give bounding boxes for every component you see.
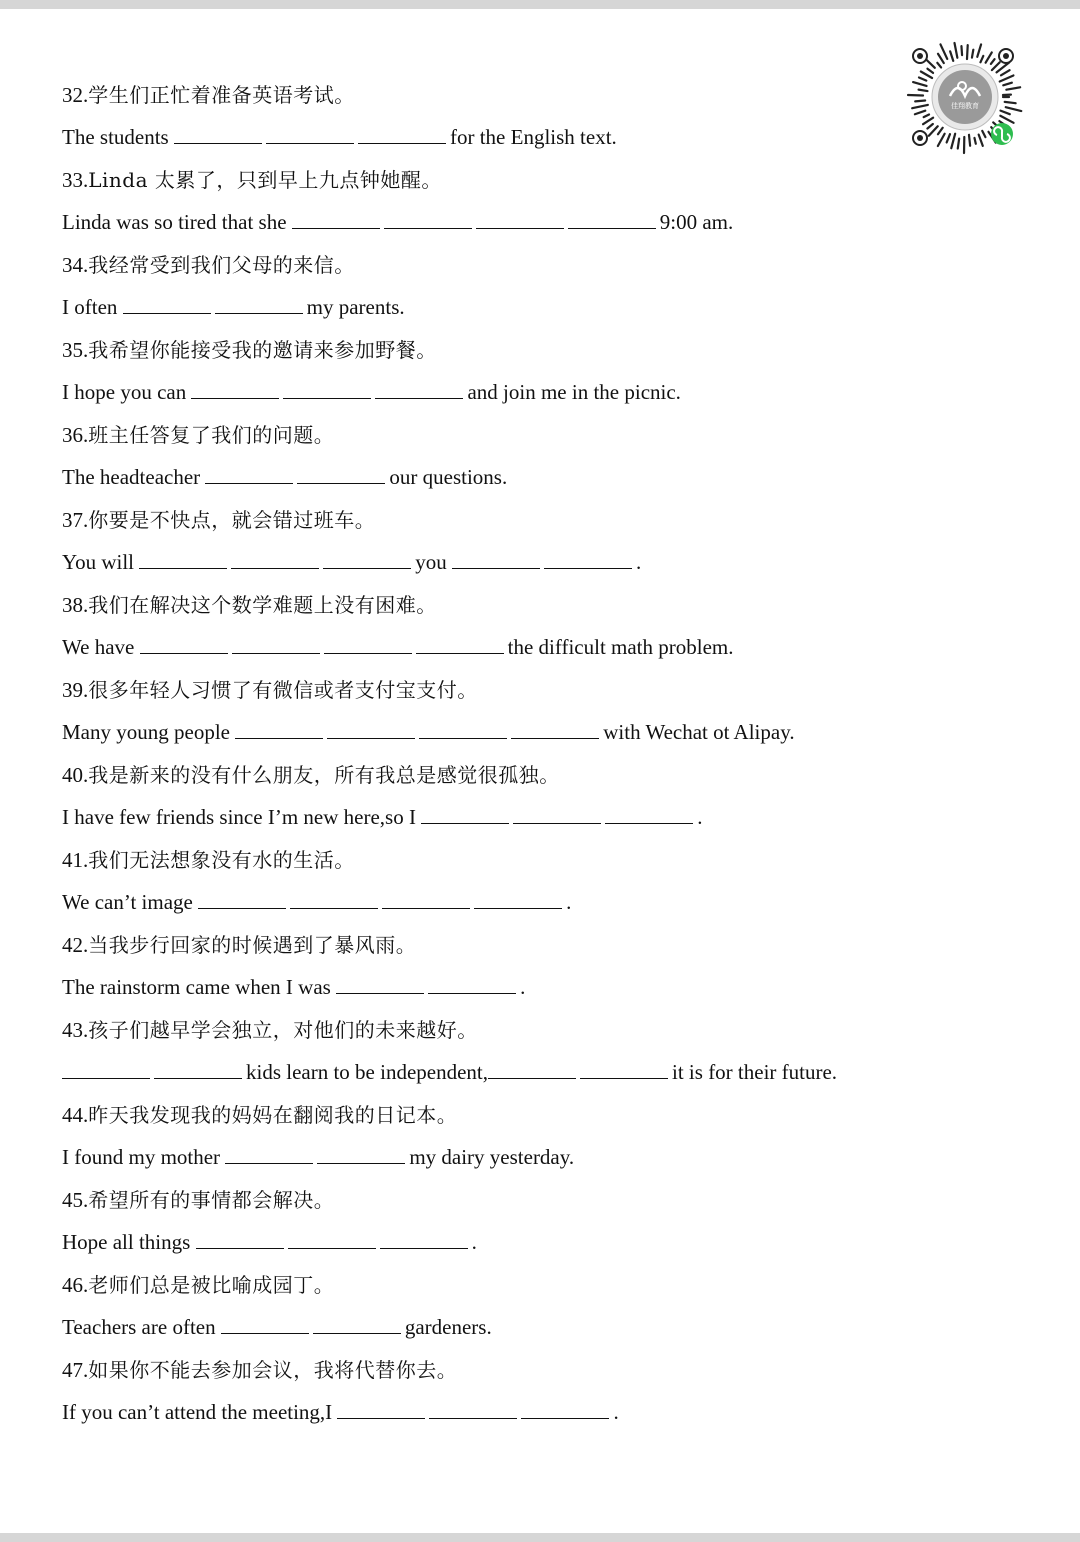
qr-logo-text: 佳翔教育 <box>951 102 979 110</box>
chinese-prompt <box>62 754 962 796</box>
sentence-text: Hope all things <box>62 1230 196 1254</box>
english-sentence <box>62 711 962 754</box>
answer-blank[interactable] <box>429 1400 517 1419</box>
answer-blank[interactable] <box>313 1315 401 1334</box>
english-sentence <box>62 201 962 244</box>
answer-blank[interactable] <box>317 1145 405 1164</box>
sentence-text: . <box>697 805 703 829</box>
chinese-sentence: 我们在解决这个数学难题上没有困难。 <box>88 593 437 617</box>
english-sentence <box>62 371 962 414</box>
sentence-text: gardeners. <box>404 1315 492 1339</box>
answer-blank[interactable] <box>123 295 211 314</box>
answer-blank[interactable] <box>476 210 564 229</box>
answer-blank[interactable] <box>375 380 463 399</box>
english-sentence <box>62 286 962 329</box>
sentence-text: 9:00 am. <box>659 210 734 234</box>
exercise-item <box>62 74 962 159</box>
chinese-prompt <box>62 1179 962 1221</box>
sentence-text: The students <box>62 125 174 149</box>
sentence-text: We have <box>62 635 140 659</box>
answer-blank[interactable] <box>521 1400 609 1419</box>
chinese-sentence: 学生们正忙着准备英语考试。 <box>88 83 355 107</box>
answer-blank[interactable] <box>290 890 378 909</box>
answer-blank[interactable] <box>327 720 415 739</box>
sentence-text: my parents. <box>306 295 405 319</box>
english-sentence <box>62 1306 962 1349</box>
chinese-prompt <box>62 244 962 286</box>
chinese-prompt <box>62 1009 962 1051</box>
sentence-text: Teachers are often <box>62 1315 221 1339</box>
exercise-item <box>62 1094 962 1179</box>
sentence-text: Linda was so tired that she <box>62 210 292 234</box>
answer-blank[interactable] <box>419 720 507 739</box>
chinese-sentence: 班主任答复了我们的问题。 <box>88 423 335 447</box>
answer-blank[interactable] <box>235 720 323 739</box>
sentence-text: for the English text. <box>449 125 617 149</box>
english-sentence <box>62 541 962 584</box>
answer-blank[interactable] <box>154 1060 242 1079</box>
sentence-text: The rainstorm came when I was <box>62 975 337 999</box>
exercise-item <box>62 244 962 329</box>
chinese-sentence: 当我步行回家的时候遇到了暴风雨。 <box>88 933 417 957</box>
english-sentence <box>62 796 962 839</box>
answer-blank[interactable] <box>62 1060 150 1079</box>
answer-blank[interactable] <box>140 635 228 654</box>
chinese-prompt <box>62 159 962 201</box>
sentence-text: . <box>566 890 572 914</box>
chinese-sentence: 我经常受到我们父母的来信。 <box>88 253 355 277</box>
chinese-sentence: 很多年轻人习惯了有微信或者支付宝支付。 <box>88 678 478 702</box>
chinese-sentence: 我是新来的没有什么朋友，所有我总是感觉很孤独。 <box>88 763 560 787</box>
chinese-sentence: Linda 太累了，只到早上九点钟她醒。 <box>88 168 442 192</box>
answer-blank[interactable] <box>292 210 380 229</box>
sentence-text: We can’t image <box>62 890 199 914</box>
answer-blank[interactable] <box>358 125 446 144</box>
exercise-item <box>62 1349 962 1434</box>
answer-blank[interactable] <box>283 380 371 399</box>
exercise-item <box>62 1179 962 1264</box>
answer-blank[interactable] <box>324 635 412 654</box>
answer-blank[interactable] <box>266 125 354 144</box>
question-number: 32. <box>62 83 89 107</box>
answer-blank[interactable] <box>580 1060 668 1079</box>
chinese-sentence: 希望所有的事情都会解决。 <box>88 1188 335 1212</box>
chinese-prompt <box>62 74 962 116</box>
exercise-item <box>62 924 962 1009</box>
question-number: 44. <box>62 1103 89 1127</box>
english-sentence <box>62 1136 962 1179</box>
answer-blank[interactable] <box>337 1400 425 1419</box>
answer-blank[interactable] <box>384 210 472 229</box>
sentence-text: You will <box>62 550 140 574</box>
english-sentence <box>62 966 962 1009</box>
chinese-sentence: 昨天我发现我的妈妈在翻阅我的日记本。 <box>88 1103 458 1127</box>
english-sentence <box>62 626 962 669</box>
exercise-item <box>62 839 962 924</box>
english-sentence <box>62 1051 962 1094</box>
answer-blank[interactable] <box>605 805 693 824</box>
top-border <box>0 0 1080 9</box>
answer-blank[interactable] <box>488 1060 576 1079</box>
exercise-item <box>62 1264 962 1349</box>
bottom-border <box>0 1533 1080 1542</box>
answer-blank[interactable] <box>232 635 320 654</box>
answer-blank[interactable] <box>191 380 279 399</box>
answer-blank[interactable] <box>421 805 509 824</box>
sentence-text: I hope you can <box>62 380 192 404</box>
question-number: 37. <box>62 508 89 532</box>
answer-blank[interactable] <box>416 635 504 654</box>
exercise-item <box>62 584 962 669</box>
question-number: 42. <box>62 933 89 957</box>
answer-blank[interactable] <box>215 295 303 314</box>
chinese-sentence: 我们无法想象没有水的生活。 <box>88 848 355 872</box>
chinese-prompt <box>62 1349 962 1391</box>
chinese-sentence: 如果你不能去参加会议，我将代替你去。 <box>88 1358 458 1382</box>
answer-blank[interactable] <box>225 1145 313 1164</box>
answer-blank[interactable] <box>452 550 540 569</box>
answer-blank[interactable] <box>198 890 286 909</box>
sentence-text: the difficult math problem. <box>507 635 734 659</box>
question-number: 33. <box>62 168 89 192</box>
chinese-sentence: 老师们总是被比喻成园丁。 <box>88 1273 335 1297</box>
chinese-prompt <box>62 414 962 456</box>
question-number: 41. <box>62 848 89 872</box>
sentence-text: and join me in the picnic. <box>467 380 681 404</box>
exercise-item <box>62 754 962 839</box>
question-number: 38. <box>62 593 89 617</box>
exercise-item <box>62 499 962 584</box>
english-sentence <box>62 1391 962 1434</box>
chinese-prompt <box>62 1094 962 1136</box>
chinese-prompt <box>62 839 962 881</box>
question-number: 34. <box>62 253 89 277</box>
sentence-text: . <box>635 550 642 574</box>
question-number: 40. <box>62 763 89 787</box>
answer-blank[interactable] <box>288 1230 376 1249</box>
chinese-prompt <box>62 584 962 626</box>
answer-blank[interactable] <box>139 550 227 569</box>
chinese-sentence: 你要是不快点，就会错过班车。 <box>88 508 376 532</box>
sentence-text: . <box>520 975 526 999</box>
answer-blank[interactable] <box>511 720 599 739</box>
answer-blank[interactable] <box>428 975 516 994</box>
sentence-text: it is for their future. <box>672 1060 838 1084</box>
answer-blank[interactable] <box>221 1315 309 1334</box>
answer-blank[interactable] <box>297 465 385 484</box>
answer-blank[interactable] <box>196 1230 284 1249</box>
sentence-text: kids learn to be independent, <box>246 1060 489 1084</box>
exercise-list <box>62 74 962 1434</box>
sentence-text: my dairy yesterday. <box>409 1145 575 1169</box>
answer-blank[interactable] <box>231 550 319 569</box>
sentence-text: If you can’t attend the meeting,I <box>62 1400 338 1424</box>
answer-blank[interactable] <box>336 975 424 994</box>
question-number: 35. <box>62 338 89 362</box>
sentence-text: . <box>613 1400 619 1424</box>
answer-blank[interactable] <box>380 1230 468 1249</box>
sentence-text: I often <box>62 295 123 319</box>
english-sentence <box>62 456 962 499</box>
exercise-item <box>62 414 962 499</box>
chinese-prompt <box>62 329 962 371</box>
sentence-text: The headteacher <box>62 465 206 489</box>
chinese-sentence: 我希望你能接受我的邀请来参加野餐。 <box>88 338 437 362</box>
sentence-text: . <box>471 1230 477 1254</box>
sentence-text: I have few friends since I’m new here,so I <box>62 805 422 829</box>
chinese-prompt <box>62 669 962 711</box>
question-number: 46. <box>62 1273 89 1297</box>
question-number: 43. <box>62 1018 89 1042</box>
chinese-prompt <box>62 499 962 541</box>
sentence-text: with Wechat ot Alipay. <box>603 720 795 744</box>
english-sentence <box>62 116 962 159</box>
answer-blank[interactable] <box>205 465 293 484</box>
chinese-prompt <box>62 1264 962 1306</box>
question-number: 47. <box>62 1358 89 1382</box>
exercise-item <box>62 329 962 414</box>
exercise-item <box>62 669 962 754</box>
answer-blank[interactable] <box>174 125 262 144</box>
question-number: 36. <box>62 423 89 447</box>
sentence-text: I found my mother <box>62 1145 226 1169</box>
exercise-item <box>62 159 962 244</box>
answer-blank[interactable] <box>513 805 601 824</box>
chinese-prompt <box>62 924 962 966</box>
exercise-item <box>62 1009 962 1094</box>
question-number: 45. <box>62 1188 89 1212</box>
answer-blank[interactable] <box>382 890 470 909</box>
answer-blank[interactable] <box>323 550 411 569</box>
chinese-sentence: 孩子们越早学会独立，对他们的未来越好。 <box>88 1018 478 1042</box>
english-sentence <box>62 1221 962 1264</box>
sentence-text: Many young people <box>62 720 236 744</box>
answer-blank[interactable] <box>544 550 632 569</box>
question-number: 39. <box>62 678 89 702</box>
answer-blank[interactable] <box>568 210 656 229</box>
sentence-text: our questions. <box>389 465 508 489</box>
answer-blank[interactable] <box>474 890 562 909</box>
sentence-text: you <box>415 550 452 574</box>
english-sentence <box>62 881 962 924</box>
